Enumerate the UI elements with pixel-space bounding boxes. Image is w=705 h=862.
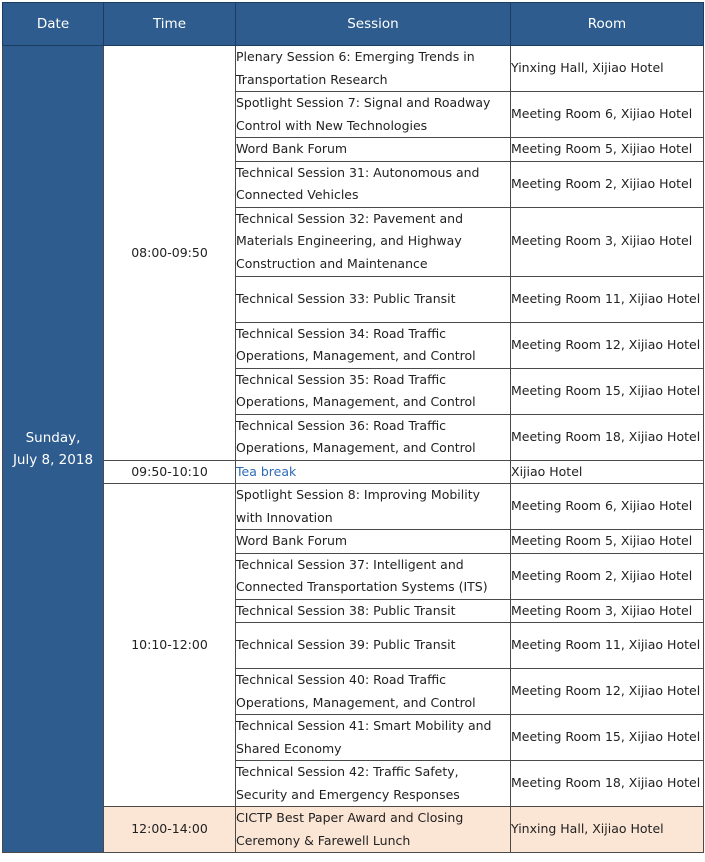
room-cell: Meeting Room 3, Xijiao Hotel bbox=[511, 599, 704, 623]
closing-row bbox=[3, 807, 704, 853]
header-date: Date bbox=[3, 3, 104, 46]
room-cell: Meeting Room 6, Xijiao Hotel bbox=[511, 92, 704, 138]
session-cell: Technical Session 34: Road Traffic Operations, Management, and Control bbox=[236, 322, 511, 368]
time-cell: 09:50-10:10 bbox=[104, 460, 236, 484]
room-cell: Xijiao Hotel bbox=[511, 460, 704, 484]
session-cell: Technical Session 37: Intelligent and Connected Transportation Systems (ITS) bbox=[236, 553, 511, 599]
room-cell: Meeting Room 5, Xijiao Hotel bbox=[511, 138, 704, 162]
session-cell: Technical Session 39: Public Transit bbox=[236, 623, 511, 669]
room-cell: Meeting Room 12, Xijiao Hotel bbox=[511, 322, 704, 368]
room-cell: Meeting Room 11, Xijiao Hotel bbox=[511, 623, 704, 669]
room-cell: Meeting Room 18, Xijiao Hotel bbox=[511, 761, 704, 807]
session-cell: Technical Session 38: Public Transit bbox=[236, 599, 511, 623]
session-cell: Spotlight Session 8: Improving Mobility with Innovation bbox=[236, 484, 511, 530]
session-cell: CICTP Best Paper Award and Closing Ceremony & Farewell Lunch bbox=[236, 807, 511, 853]
session-cell: Plenary Session 6: Emerging Trends in Transportation Research bbox=[236, 46, 511, 92]
session-cell: Word Bank Forum bbox=[236, 138, 511, 162]
room-cell: Meeting Room 2, Xijiao Hotel bbox=[511, 553, 704, 599]
tea-break-session: Tea break bbox=[236, 460, 511, 484]
time-cell: 08:00-09:50 bbox=[104, 46, 236, 461]
date-cell bbox=[3, 46, 104, 853]
table-row bbox=[3, 46, 704, 92]
room-cell: Meeting Room 18, Xijiao Hotel bbox=[511, 414, 704, 460]
schedule-table bbox=[2, 2, 704, 853]
table-row bbox=[3, 460, 704, 484]
room-cell: Meeting Room 2, Xijiao Hotel bbox=[511, 161, 704, 207]
room-cell: Meeting Room 12, Xijiao Hotel bbox=[511, 669, 704, 715]
session-cell: Word Bank Forum bbox=[236, 530, 511, 554]
session-cell: Technical Session 36: Road Traffic Operations, Management, and Control bbox=[236, 414, 511, 460]
header-session: Session bbox=[236, 3, 511, 46]
session-cell: Technical Session 41: Smart Mobility and Shared Economy bbox=[236, 715, 511, 761]
table-row bbox=[3, 484, 704, 530]
header-room: Room bbox=[511, 3, 704, 46]
session-cell: Technical Session 31: Autonomous and Connected Vehicles bbox=[236, 161, 511, 207]
time-cell: 10:10-12:00 bbox=[104, 484, 236, 807]
date-day: July 8, 2018 bbox=[12, 452, 94, 468]
room-cell: Meeting Room 3, Xijiao Hotel bbox=[511, 207, 704, 276]
session-cell: Technical Session 33: Public Transit bbox=[236, 276, 511, 322]
session-cell: Technical Session 32: Pavement and Materials Engineering, and Highway Construction and Maintenance bbox=[236, 207, 511, 276]
room-cell: Meeting Room 5, Xijiao Hotel bbox=[511, 530, 704, 554]
room-cell: Yinxing Hall, Xijiao Hotel bbox=[511, 807, 704, 853]
room-cell: Meeting Room 15, Xijiao Hotel bbox=[511, 368, 704, 414]
room-cell: Meeting Room 6, Xijiao Hotel bbox=[511, 484, 704, 530]
room-cell: Meeting Room 15, Xijiao Hotel bbox=[511, 715, 704, 761]
header-row bbox=[3, 3, 704, 46]
room-cell: Meeting Room 11, Xijiao Hotel bbox=[511, 276, 704, 322]
session-cell: Spotlight Session 7: Signal and Roadway Control with New Technologies bbox=[236, 92, 511, 138]
room-cell: Yinxing Hall, Xijiao Hotel bbox=[511, 46, 704, 92]
session-cell: Technical Session 42: Traffic Safety, Security and Emergency Responses bbox=[236, 761, 511, 807]
session-cell: Technical Session 40: Road Traffic Operations, Management, and Control bbox=[236, 669, 511, 715]
session-cell: Technical Session 35: Road Traffic Operations, Management, and Control bbox=[236, 368, 511, 414]
date-weekday: Sunday, bbox=[25, 429, 81, 446]
header-time: Time bbox=[104, 3, 236, 46]
time-cell: 12:00-14:00 bbox=[104, 807, 236, 853]
